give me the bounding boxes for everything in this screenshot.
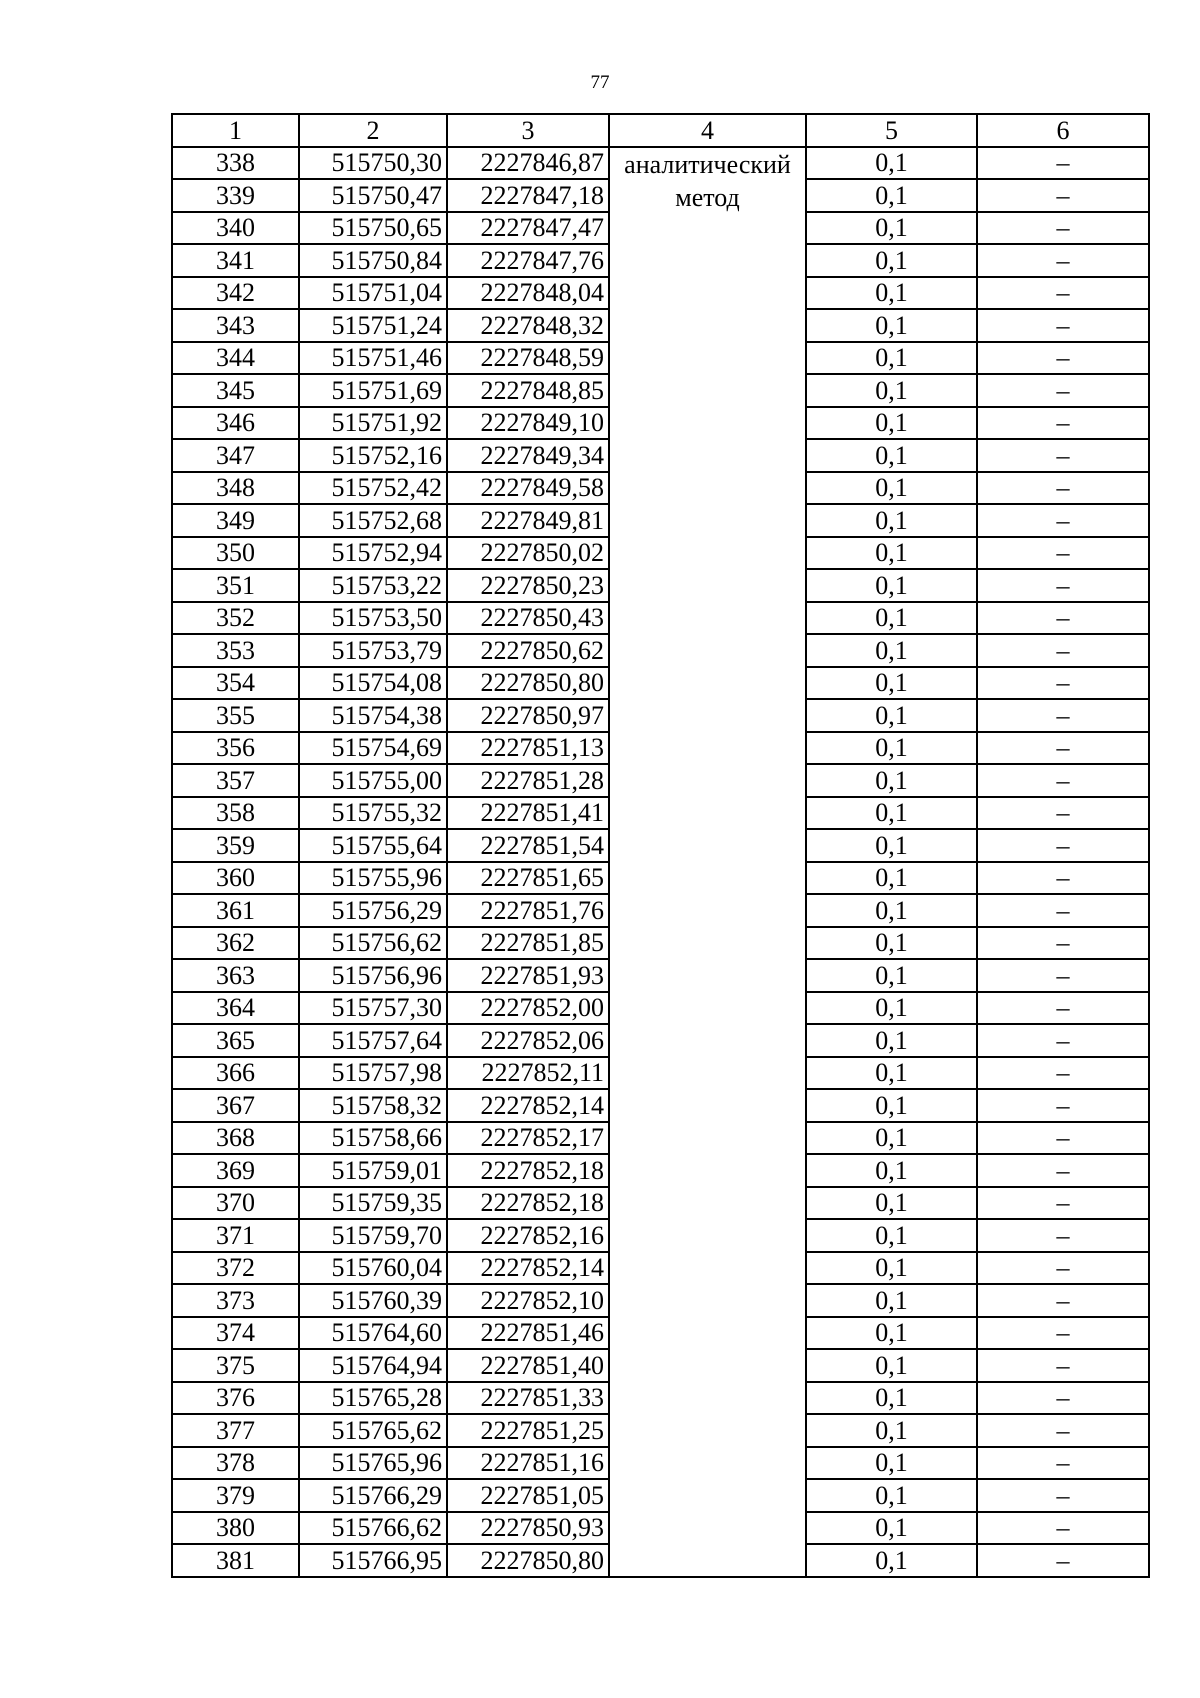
accuracy-cell: 0,1 [806,439,977,472]
accuracy-cell: 0,1 [806,634,977,667]
point-number-cell: 344 [172,342,299,375]
y-coordinate-cell: 2227851,25 [447,1414,609,1447]
accuracy-cell: 0,1 [806,537,977,570]
note-cell: – [977,894,1149,927]
y-coordinate-cell: 2227851,28 [447,764,609,797]
x-coordinate-cell: 515760,39 [299,1284,447,1317]
note-cell: – [977,927,1149,960]
accuracy-cell: 0,1 [806,862,977,895]
point-number-cell: 346 [172,407,299,440]
accuracy-cell: 0,1 [806,1154,977,1187]
y-coordinate-cell: 2227851,85 [447,927,609,960]
note-cell: – [977,634,1149,667]
x-coordinate-cell: 515757,30 [299,992,447,1025]
y-coordinate-cell: 2227851,54 [447,829,609,862]
y-coordinate-cell: 2227848,32 [447,309,609,342]
note-cell: – [977,569,1149,602]
accuracy-cell: 0,1 [806,1317,977,1350]
point-number-cell: 356 [172,732,299,765]
y-coordinate-cell: 2227850,62 [447,634,609,667]
y-coordinate-cell: 2227851,76 [447,894,609,927]
note-cell: – [977,439,1149,472]
x-coordinate-cell: 515751,46 [299,342,447,375]
x-coordinate-cell: 515757,98 [299,1057,447,1090]
point-number-cell: 357 [172,764,299,797]
y-coordinate-cell: 2227851,33 [447,1382,609,1415]
note-cell: – [977,1349,1149,1382]
column-header-2: 2 [299,114,447,147]
accuracy-cell: 0,1 [806,1479,977,1512]
accuracy-cell: 0,1 [806,342,977,375]
x-coordinate-cell: 515754,38 [299,699,447,732]
accuracy-cell: 0,1 [806,1089,977,1122]
y-coordinate-cell: 2227851,16 [447,1447,609,1480]
x-coordinate-cell: 515752,94 [299,537,447,570]
x-coordinate-cell: 515755,64 [299,829,447,862]
x-coordinate-cell: 515765,28 [299,1382,447,1415]
accuracy-cell: 0,1 [806,1284,977,1317]
note-cell: – [977,342,1149,375]
note-cell: – [977,1057,1149,1090]
note-cell: – [977,1479,1149,1512]
point-number-cell: 376 [172,1382,299,1415]
x-coordinate-cell: 515751,92 [299,407,447,440]
accuracy-cell: 0,1 [806,504,977,537]
y-coordinate-cell: 2227850,43 [447,602,609,635]
method-text-line: аналитический [624,149,791,179]
point-number-cell: 371 [172,1219,299,1252]
accuracy-cell: 0,1 [806,309,977,342]
accuracy-cell: 0,1 [806,1057,977,1090]
coordinates-table [171,113,1150,1578]
point-number-cell: 362 [172,927,299,960]
x-coordinate-cell: 515753,50 [299,602,447,635]
note-cell: – [977,764,1149,797]
note-cell: – [977,1154,1149,1187]
x-coordinate-cell: 515765,96 [299,1447,447,1480]
x-coordinate-cell: 515759,35 [299,1187,447,1220]
y-coordinate-cell: 2227851,65 [447,862,609,895]
x-coordinate-cell: 515759,70 [299,1219,447,1252]
point-number-cell: 360 [172,862,299,895]
point-number-cell: 368 [172,1122,299,1155]
y-coordinate-cell: 2227850,97 [447,699,609,732]
accuracy-cell: 0,1 [806,764,977,797]
x-coordinate-cell: 515764,60 [299,1317,447,1350]
table-row [172,147,1149,180]
y-coordinate-cell: 2227846,87 [447,147,609,180]
point-number-cell: 378 [172,1447,299,1480]
x-coordinate-cell: 515750,30 [299,147,447,180]
y-coordinate-cell: 2227851,13 [447,732,609,765]
accuracy-cell: 0,1 [806,244,977,277]
y-coordinate-cell: 2227852,16 [447,1219,609,1252]
point-number-cell: 341 [172,244,299,277]
accuracy-cell: 0,1 [806,732,977,765]
note-cell: – [977,667,1149,700]
note-cell: – [977,1089,1149,1122]
y-coordinate-cell: 2227848,59 [447,342,609,375]
method-text-line: метод [675,182,740,212]
point-number-cell: 363 [172,959,299,992]
x-coordinate-cell: 515754,69 [299,732,447,765]
header-row [172,114,1149,147]
point-number-cell: 361 [172,894,299,927]
point-number-cell: 373 [172,1284,299,1317]
y-coordinate-cell: 2227852,11 [447,1057,609,1090]
accuracy-cell: 0,1 [806,1349,977,1382]
accuracy-cell: 0,1 [806,797,977,830]
point-number-cell: 354 [172,667,299,700]
x-coordinate-cell: 515766,29 [299,1479,447,1512]
y-coordinate-cell: 2227850,80 [447,1544,609,1577]
y-coordinate-cell: 2227851,41 [447,797,609,830]
note-cell: – [977,1024,1149,1057]
y-coordinate-cell: 2227851,05 [447,1479,609,1512]
y-coordinate-cell: 2227851,93 [447,959,609,992]
x-coordinate-cell: 515764,94 [299,1349,447,1382]
accuracy-cell: 0,1 [806,894,977,927]
accuracy-cell: 0,1 [806,1512,977,1545]
x-coordinate-cell: 515752,16 [299,439,447,472]
point-number-cell: 338 [172,147,299,180]
y-coordinate-cell: 2227852,06 [447,1024,609,1057]
x-coordinate-cell: 515754,08 [299,667,447,700]
point-number-cell: 350 [172,537,299,570]
x-coordinate-cell: 515760,04 [299,1252,447,1285]
y-coordinate-cell: 2227847,76 [447,244,609,277]
y-coordinate-cell: 2227849,81 [447,504,609,537]
note-cell: – [977,472,1149,505]
y-coordinate-cell: 2227850,80 [447,667,609,700]
x-coordinate-cell: 515756,29 [299,894,447,927]
accuracy-cell: 0,1 [806,407,977,440]
y-coordinate-cell: 2227849,58 [447,472,609,505]
point-number-cell: 339 [172,179,299,212]
accuracy-cell: 0,1 [806,927,977,960]
point-number-cell: 353 [172,634,299,667]
note-cell: – [977,1317,1149,1350]
point-number-cell: 355 [172,699,299,732]
point-number-cell: 343 [172,309,299,342]
note-cell: – [977,1447,1149,1480]
x-coordinate-cell: 515753,22 [299,569,447,602]
point-number-cell: 377 [172,1414,299,1447]
note-cell: – [977,1252,1149,1285]
column-header-6: 6 [977,114,1149,147]
accuracy-cell: 0,1 [806,1252,977,1285]
accuracy-cell: 0,1 [806,699,977,732]
column-header-5: 5 [806,114,977,147]
page-number: 77 [590,72,610,93]
y-coordinate-cell: 2227850,23 [447,569,609,602]
point-number-cell: 375 [172,1349,299,1382]
note-cell: – [977,862,1149,895]
note-cell: – [977,1122,1149,1155]
point-number-cell: 342 [172,277,299,310]
point-number-cell: 367 [172,1089,299,1122]
point-number-cell: 372 [172,1252,299,1285]
point-number-cell: 352 [172,602,299,635]
note-cell: – [977,277,1149,310]
accuracy-cell: 0,1 [806,277,977,310]
x-coordinate-cell: 515751,69 [299,374,447,407]
accuracy-cell: 0,1 [806,1447,977,1480]
y-coordinate-cell: 2227850,93 [447,1512,609,1545]
x-coordinate-cell: 515766,95 [299,1544,447,1577]
y-coordinate-cell: 2227852,00 [447,992,609,1025]
y-coordinate-cell: 2227852,14 [447,1252,609,1285]
y-coordinate-cell: 2227848,04 [447,277,609,310]
x-coordinate-cell: 515755,96 [299,862,447,895]
point-number-cell: 351 [172,569,299,602]
note-cell: – [977,407,1149,440]
accuracy-cell: 0,1 [806,1382,977,1415]
accuracy-cell: 0,1 [806,959,977,992]
y-coordinate-cell: 2227852,10 [447,1284,609,1317]
y-coordinate-cell: 2227847,18 [447,179,609,212]
x-coordinate-cell: 515757,64 [299,1024,447,1057]
note-cell: – [977,732,1149,765]
accuracy-cell: 0,1 [806,1544,977,1577]
note-cell: – [977,1219,1149,1252]
note-cell: – [977,537,1149,570]
accuracy-cell: 0,1 [806,1414,977,1447]
accuracy-cell: 0,1 [806,374,977,407]
point-number-cell: 347 [172,439,299,472]
accuracy-cell: 0,1 [806,602,977,635]
y-coordinate-cell: 2227847,47 [447,212,609,245]
note-cell: – [977,147,1149,180]
x-coordinate-cell: 515756,96 [299,959,447,992]
x-coordinate-cell: 515751,04 [299,277,447,310]
y-coordinate-cell: 2227849,10 [447,407,609,440]
y-coordinate-cell: 2227852,14 [447,1089,609,1122]
note-cell: – [977,797,1149,830]
y-coordinate-cell: 2227851,46 [447,1317,609,1350]
x-coordinate-cell: 515759,01 [299,1154,447,1187]
x-coordinate-cell: 515752,68 [299,504,447,537]
method-cell [609,147,806,1577]
accuracy-cell: 0,1 [806,147,977,180]
x-coordinate-cell: 515755,00 [299,764,447,797]
x-coordinate-cell: 515758,32 [299,1089,447,1122]
point-number-cell: 348 [172,472,299,505]
table-body [172,147,1149,1577]
accuracy-cell: 0,1 [806,569,977,602]
note-cell: – [977,1512,1149,1545]
point-number-cell: 345 [172,374,299,407]
accuracy-cell: 0,1 [806,1122,977,1155]
accuracy-cell: 0,1 [806,829,977,862]
x-coordinate-cell: 515753,79 [299,634,447,667]
note-cell: – [977,992,1149,1025]
y-coordinate-cell: 2227850,02 [447,537,609,570]
column-header-3: 3 [447,114,609,147]
point-number-cell: 370 [172,1187,299,1220]
accuracy-cell: 0,1 [806,992,977,1025]
point-number-cell: 365 [172,1024,299,1057]
point-number-cell: 379 [172,1479,299,1512]
accuracy-cell: 0,1 [806,472,977,505]
note-cell: – [977,829,1149,862]
x-coordinate-cell: 515756,62 [299,927,447,960]
x-coordinate-cell: 515750,84 [299,244,447,277]
x-coordinate-cell: 515751,24 [299,309,447,342]
x-coordinate-cell: 515766,62 [299,1512,447,1545]
note-cell: – [977,1284,1149,1317]
note-cell: – [977,374,1149,407]
x-coordinate-cell: 515750,65 [299,212,447,245]
point-number-cell: 369 [172,1154,299,1187]
y-coordinate-cell: 2227852,17 [447,1122,609,1155]
note-cell: – [977,244,1149,277]
accuracy-cell: 0,1 [806,179,977,212]
point-number-cell: 381 [172,1544,299,1577]
note-cell: – [977,959,1149,992]
point-number-cell: 340 [172,212,299,245]
note-cell: – [977,602,1149,635]
y-coordinate-cell: 2227851,40 [447,1349,609,1382]
accuracy-cell: 0,1 [806,1187,977,1220]
note-cell: – [977,504,1149,537]
note-cell: – [977,699,1149,732]
point-number-cell: 359 [172,829,299,862]
note-cell: – [977,179,1149,212]
point-number-cell: 380 [172,1512,299,1545]
y-coordinate-cell: 2227849,34 [447,439,609,472]
point-number-cell: 349 [172,504,299,537]
note-cell: – [977,309,1149,342]
column-header-4: 4 [609,114,806,147]
x-coordinate-cell: 515758,66 [299,1122,447,1155]
accuracy-cell: 0,1 [806,1219,977,1252]
note-cell: – [977,1382,1149,1415]
x-coordinate-cell: 515765,62 [299,1414,447,1447]
column-header-1: 1 [172,114,299,147]
note-cell: – [977,1414,1149,1447]
x-coordinate-cell: 515752,42 [299,472,447,505]
y-coordinate-cell: 2227848,85 [447,374,609,407]
note-cell: – [977,1187,1149,1220]
x-coordinate-cell: 515755,32 [299,797,447,830]
x-coordinate-cell: 515750,47 [299,179,447,212]
point-number-cell: 364 [172,992,299,1025]
accuracy-cell: 0,1 [806,667,977,700]
y-coordinate-cell: 2227852,18 [447,1154,609,1187]
point-number-cell: 358 [172,797,299,830]
accuracy-cell: 0,1 [806,1024,977,1057]
point-number-cell: 374 [172,1317,299,1350]
note-cell: – [977,212,1149,245]
note-cell: – [977,1544,1149,1577]
accuracy-cell: 0,1 [806,212,977,245]
y-coordinate-cell: 2227852,18 [447,1187,609,1220]
point-number-cell: 366 [172,1057,299,1090]
